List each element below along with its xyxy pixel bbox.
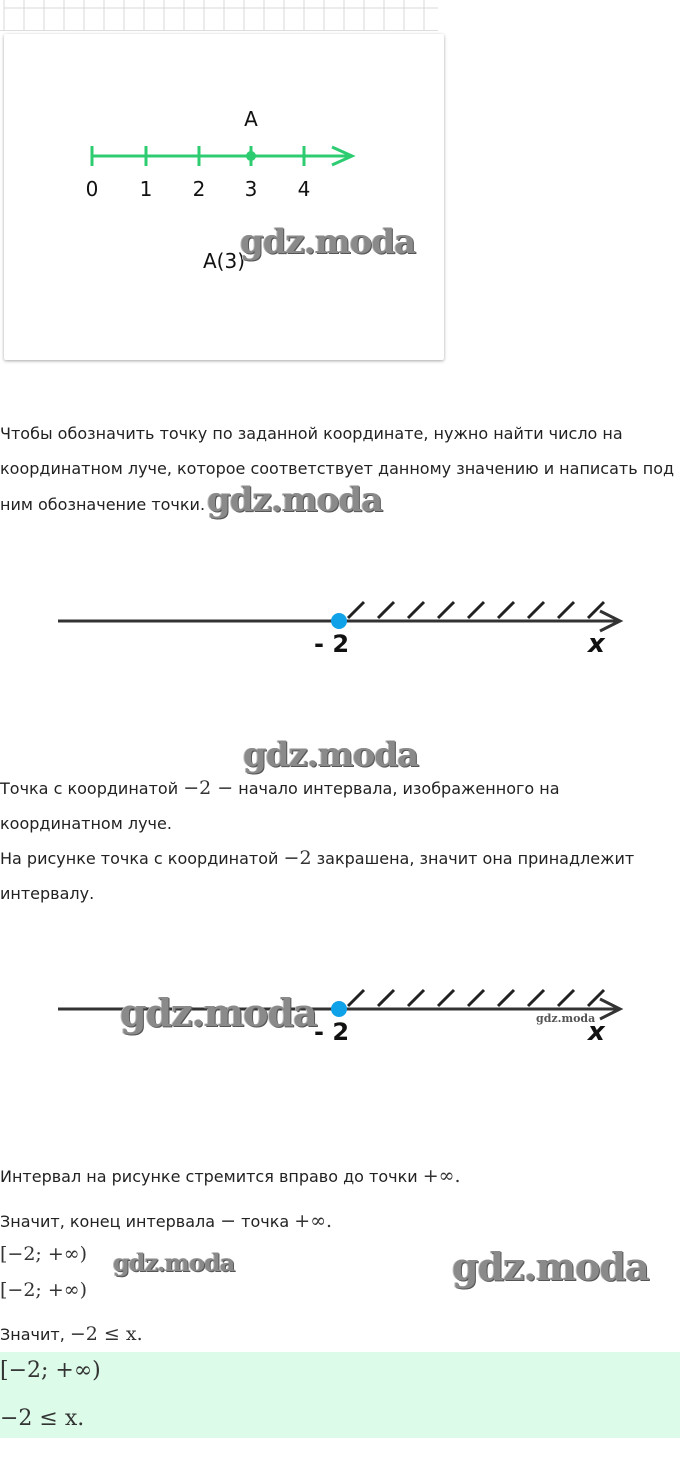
text: закрашена, значит она принадлежит xyxy=(316,849,635,868)
interval-hatching xyxy=(348,602,604,618)
paragraph-2-line-1 xyxy=(0,778,560,799)
tick-label-4: 4 xyxy=(297,177,311,201)
tick-label-1: 1 xyxy=(139,177,153,201)
punct: . xyxy=(454,1165,461,1187)
tick-label-3: 3 xyxy=(244,177,258,201)
text: Интервал на рисунке стремится вправо до точки xyxy=(0,1167,418,1186)
text: точка xyxy=(241,1212,290,1231)
conclusion-line xyxy=(0,1324,143,1345)
watermark: gdz.moda xyxy=(113,1248,235,1277)
answer-box xyxy=(0,1352,680,1438)
paragraph-3-line-1 xyxy=(0,1166,461,1187)
interval-figure-1 xyxy=(0,590,680,670)
interval-start-point xyxy=(331,1001,347,1017)
tick-label-2: 2 xyxy=(192,177,206,201)
text: Точка с координатой xyxy=(0,779,179,798)
watermark-small: gdz.moda xyxy=(536,1012,596,1025)
watermark: gdz.moda xyxy=(240,222,416,262)
point-a-dot xyxy=(246,151,256,161)
math-expr: − xyxy=(220,1210,237,1232)
math-expr: −2 xyxy=(283,847,312,869)
figure-card xyxy=(4,34,444,360)
interval-axis-label: x xyxy=(588,1017,605,1047)
interval-hatching xyxy=(348,990,604,1006)
text: Значит, xyxy=(0,1325,65,1344)
interval-axis-label: x xyxy=(588,629,605,659)
text: Значит, конец интервала xyxy=(0,1212,216,1231)
paragraph-3-line-2 xyxy=(0,1211,332,1232)
math-expr: −2 − xyxy=(183,777,234,799)
number-line-figure xyxy=(4,34,444,360)
text: На рисунке точка с координатой xyxy=(0,849,279,868)
paragraph-2-line-3 xyxy=(0,848,634,869)
interval-line-1: [−2; +∞) xyxy=(0,1243,88,1265)
watermark: gdz.moda xyxy=(452,1244,649,1289)
point-a-label: A xyxy=(244,107,258,131)
paragraph-2-line-2: координатном луче. xyxy=(0,814,172,833)
math-expr: −2 ≤ x. xyxy=(69,1323,143,1345)
interval-point-label: - 2 xyxy=(314,1018,350,1046)
math-expr: +∞ xyxy=(294,1210,327,1232)
watermark: gdz.moda xyxy=(120,990,317,1035)
punct: . xyxy=(326,1210,333,1232)
answer-interval: [−2; +∞) xyxy=(0,1358,101,1383)
answer-label: A(3) xyxy=(203,249,246,273)
math-expr: +∞ xyxy=(422,1165,455,1187)
tick-label-0: 0 xyxy=(85,177,99,201)
watermark: gdz.moda xyxy=(243,735,419,775)
text: начало интервала, изображенного на xyxy=(238,779,560,798)
interval-line-2: [−2; +∞) xyxy=(0,1279,88,1301)
interval-start-point xyxy=(331,613,347,629)
paragraph-1-line-1: Чтобы обозначить точку по заданной координате, нужно найти число на xyxy=(0,424,623,443)
paragraph-2-line-4: интервалу. xyxy=(0,884,95,903)
watermark: gdz.moda xyxy=(207,480,383,520)
paragraph-1-line-3: ним обозначение точки. xyxy=(0,495,206,514)
paragraph-1-line-2: координатном луче, которое соответствует данному значению и написать под xyxy=(0,459,675,478)
answer-inequality: −2 ≤ x. xyxy=(0,1406,85,1431)
notebook-grid xyxy=(0,0,438,31)
interval-point-label: - 2 xyxy=(314,630,350,658)
